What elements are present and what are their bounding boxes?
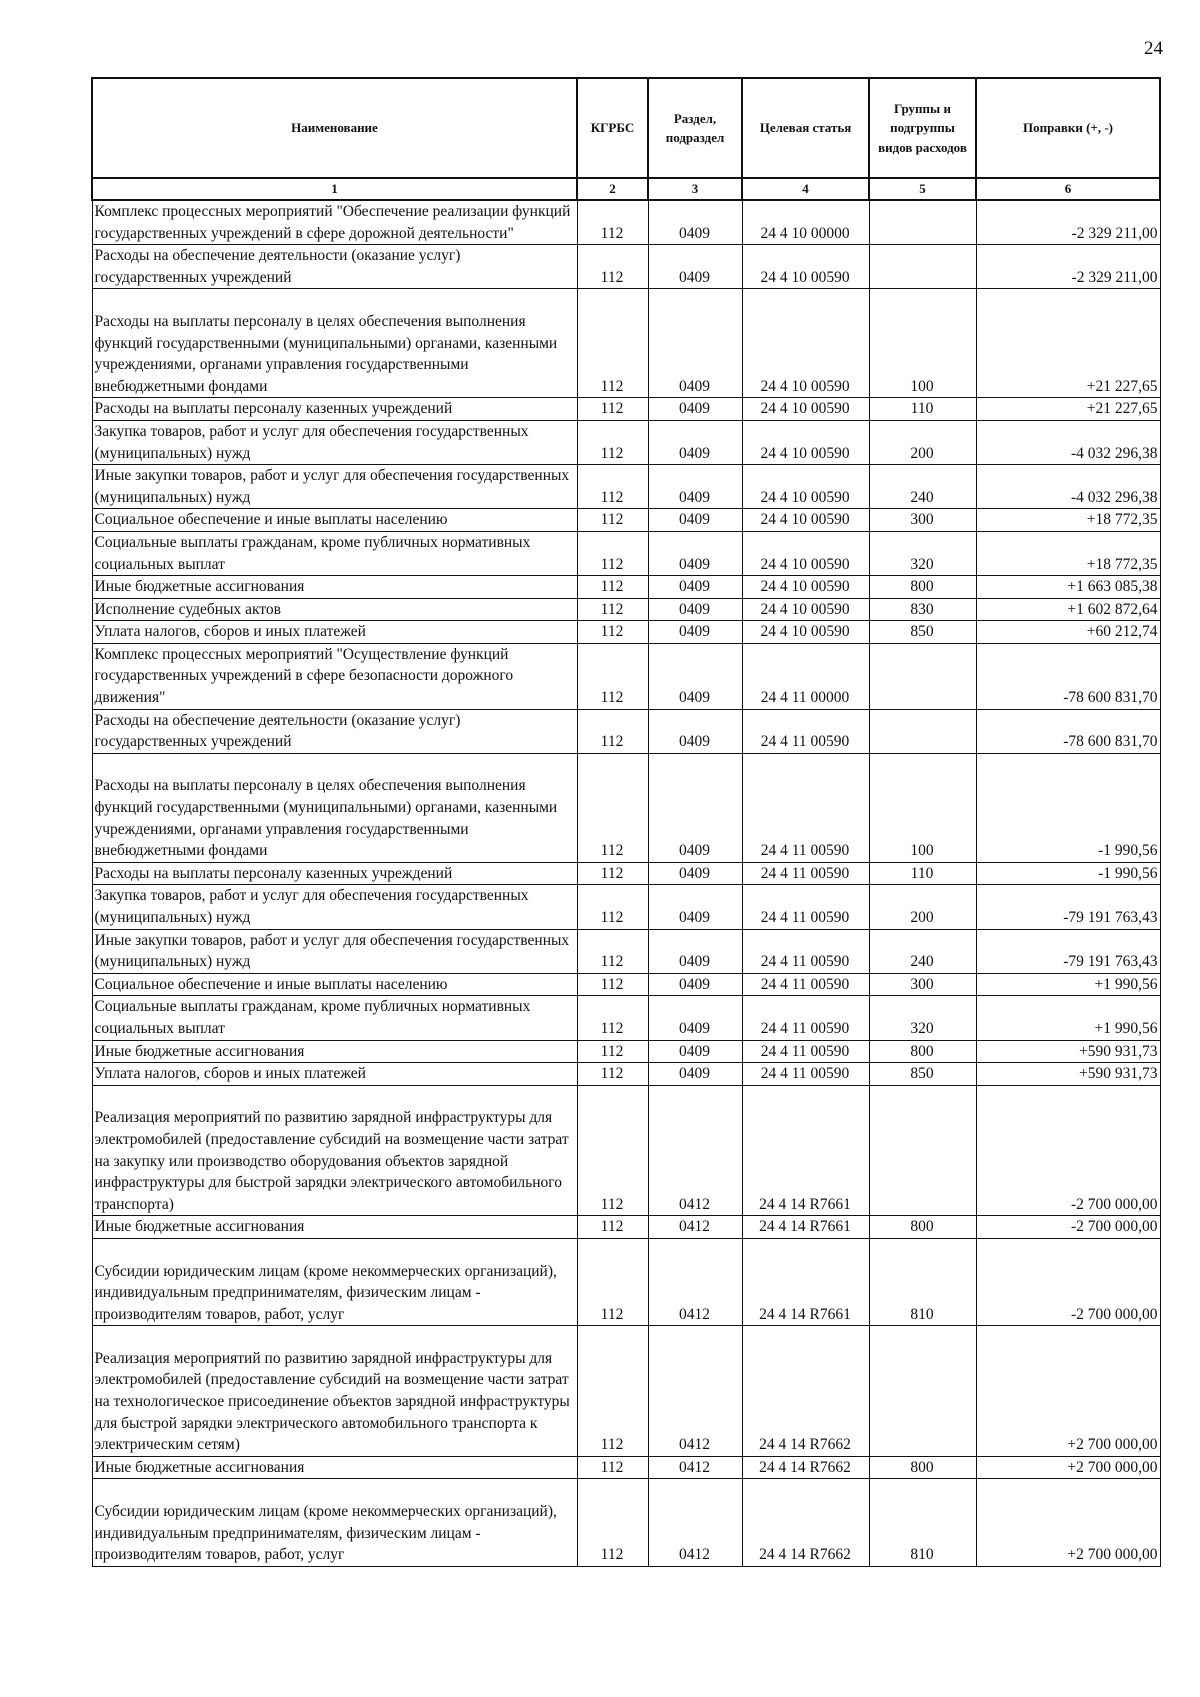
- row-name: Расходы на выплаты персоналу в целях обеспечения выполнения функций государственными (муниципальными) органами, казенными учреждениями, органами управления государственными внебюджетными фондами: [92, 753, 577, 862]
- row-name: Расходы на выплаты персоналу в целях обеспечения выполнения функций государственными (муниципальными) органами, казенными учреждениями, органами управления государственными внебюджетными фондами: [92, 289, 577, 398]
- row-kgrbs: 112: [577, 531, 648, 575]
- row-name: Социальные выплаты гражданам, кроме публичных нормативных социальных выплат: [92, 996, 577, 1040]
- row-target: 24 4 10 00590: [742, 465, 869, 509]
- row-name: Расходы на выплаты персоналу казенных учреждений: [92, 862, 577, 885]
- row-kgrbs: 112: [577, 1040, 648, 1063]
- row-group: 200: [869, 885, 976, 929]
- row-group: 800: [869, 576, 976, 599]
- row-name: Реализация мероприятий по развитию зарядной инфраструктуры для электромобилей (предоставление субсидий на возмещение части затрат на закупку или производство оборудования объектов зарядной инфраструктуры для быстрой зарядки электрического автомобильного транспорта): [92, 1085, 577, 1216]
- row-amount: +590 931,73: [976, 1063, 1160, 1086]
- row-group: 300: [869, 509, 976, 532]
- row-kgrbs: 112: [577, 200, 648, 245]
- row-amount: +2 700 000,00: [976, 1456, 1160, 1479]
- row-section: 0409: [648, 621, 742, 644]
- table-row: [92, 1456, 1160, 1479]
- table-row: [92, 200, 1160, 245]
- header-kgrbs: КГРБС: [577, 78, 648, 178]
- row-section: 0409: [648, 598, 742, 621]
- row-kgrbs: 112: [577, 245, 648, 289]
- row-amount: -79 191 763,43: [976, 929, 1160, 973]
- table-row: [92, 753, 1160, 862]
- row-section: 0409: [648, 1063, 742, 1086]
- row-section: 0409: [648, 576, 742, 599]
- row-section: 0409: [648, 465, 742, 509]
- row-amount: +18 772,35: [976, 531, 1160, 575]
- row-target: 24 4 10 00590: [742, 621, 869, 644]
- row-target: 24 4 14 R7662: [742, 1479, 869, 1566]
- row-section: 0412: [648, 1479, 742, 1566]
- column-number: 1: [92, 178, 577, 200]
- row-group: [869, 200, 976, 245]
- table-row: [92, 885, 1160, 929]
- row-group: 320: [869, 531, 976, 575]
- row-kgrbs: 112: [577, 1456, 648, 1479]
- row-kgrbs: 112: [577, 709, 648, 753]
- header-target: Целевая статья: [742, 78, 869, 178]
- row-group: 800: [869, 1216, 976, 1239]
- row-target: 24 4 10 00590: [742, 531, 869, 575]
- row-name: Реализация мероприятий по развитию зарядной инфраструктуры для электромобилей (предоставление субсидий на возмещение части затрат на технологическое присоединение объектов зарядной инфраструктуры для быстрой зарядки электрического автомобильного транспорта к электрическим сетям): [92, 1326, 577, 1457]
- row-amount: +1 990,56: [976, 996, 1160, 1040]
- row-name: Социальное обеспечение и иные выплаты населению: [92, 509, 577, 532]
- row-target: 24 4 14 R7662: [742, 1456, 869, 1479]
- row-kgrbs: 112: [577, 289, 648, 398]
- row-section: 0409: [648, 1040, 742, 1063]
- row-group: 110: [869, 398, 976, 421]
- row-name: Уплата налогов, сборов и иных платежей: [92, 621, 577, 644]
- row-target: 24 4 11 00590: [742, 885, 869, 929]
- row-kgrbs: 112: [577, 420, 648, 464]
- table-row: [92, 598, 1160, 621]
- row-target: 24 4 10 00590: [742, 245, 869, 289]
- row-group: 100: [869, 289, 976, 398]
- row-section: 0409: [648, 200, 742, 245]
- row-group: 850: [869, 1063, 976, 1086]
- row-name: Расходы на выплаты персоналу казенных учреждений: [92, 398, 577, 421]
- row-kgrbs: 112: [577, 1479, 648, 1566]
- row-target: 24 4 11 00590: [742, 929, 869, 973]
- row-amount: -2 329 211,00: [976, 245, 1160, 289]
- row-name: Социальные выплаты гражданам, кроме публичных нормативных социальных выплат: [92, 531, 577, 575]
- table-row: [92, 1238, 1160, 1325]
- row-amount: +1 663 085,38: [976, 576, 1160, 599]
- table-row: [92, 531, 1160, 575]
- row-amount: -78 600 831,70: [976, 709, 1160, 753]
- row-section: 0412: [648, 1238, 742, 1325]
- row-amount: +1 602 872,64: [976, 598, 1160, 621]
- row-kgrbs: 112: [577, 973, 648, 996]
- table-row: [92, 289, 1160, 398]
- row-group: 850: [869, 621, 976, 644]
- table-row: [92, 465, 1160, 509]
- row-amount: -79 191 763,43: [976, 885, 1160, 929]
- row-section: 0412: [648, 1085, 742, 1216]
- row-amount: -2 700 000,00: [976, 1238, 1160, 1325]
- header-group: Группы и подгруппы видов расходов: [869, 78, 976, 178]
- row-name: Комплекс процессных мероприятий "Осуществление функций государственных учреждений в сфере безопасности дорожного движения": [92, 643, 577, 709]
- row-target: 24 4 10 00590: [742, 289, 869, 398]
- row-kgrbs: 112: [577, 862, 648, 885]
- row-kgrbs: 112: [577, 1063, 648, 1086]
- table-row: [92, 1063, 1160, 1086]
- column-number: 2: [577, 178, 648, 200]
- row-kgrbs: 112: [577, 1085, 648, 1216]
- row-target: 24 4 11 00590: [742, 753, 869, 862]
- row-section: 0409: [648, 643, 742, 709]
- row-section: 0409: [648, 289, 742, 398]
- row-target: 24 4 10 00590: [742, 598, 869, 621]
- row-amount: +2 700 000,00: [976, 1326, 1160, 1457]
- row-amount: +1 990,56: [976, 973, 1160, 996]
- row-kgrbs: 112: [577, 885, 648, 929]
- row-target: 24 4 10 00590: [742, 576, 869, 599]
- row-kgrbs: 112: [577, 1238, 648, 1325]
- row-group: 300: [869, 973, 976, 996]
- row-group: 240: [869, 929, 976, 973]
- row-section: 0409: [648, 929, 742, 973]
- row-target: 24 4 14 R7661: [742, 1085, 869, 1216]
- row-target: 24 4 10 00000: [742, 200, 869, 245]
- header-row: [92, 78, 1160, 178]
- row-target: 24 4 14 R7662: [742, 1326, 869, 1457]
- row-section: 0412: [648, 1456, 742, 1479]
- row-kgrbs: 112: [577, 996, 648, 1040]
- row-group: [869, 245, 976, 289]
- row-name: Иные бюджетные ассигнования: [92, 1040, 577, 1063]
- row-amount: +590 931,73: [976, 1040, 1160, 1063]
- row-target: 24 4 11 00590: [742, 996, 869, 1040]
- row-name: Иные закупки товаров, работ и услуг для обеспечения государственных (муниципальных) нужд: [92, 929, 577, 973]
- row-group: 800: [869, 1040, 976, 1063]
- row-amount: -78 600 831,70: [976, 643, 1160, 709]
- table-row: [92, 929, 1160, 973]
- table-row: [92, 509, 1160, 532]
- row-section: 0409: [648, 885, 742, 929]
- row-section: 0412: [648, 1216, 742, 1239]
- row-name: Закупка товаров, работ и услуг для обеспечения государственных (муниципальных) нужд: [92, 420, 577, 464]
- row-group: 100: [869, 753, 976, 862]
- table-row: [92, 621, 1160, 644]
- row-kgrbs: 112: [577, 598, 648, 621]
- row-target: 24 4 11 00590: [742, 1063, 869, 1086]
- row-group: 810: [869, 1479, 976, 1566]
- row-name: Субсидии юридическим лицам (кроме некоммерческих организаций), индивидуальным предпринимателям, физическим лицам - производителям товаров, работ, услуг: [92, 1238, 577, 1325]
- row-group: 320: [869, 996, 976, 1040]
- row-target: 24 4 10 00590: [742, 398, 869, 421]
- column-number: 5: [869, 178, 976, 200]
- header-amount: Поправки (+, -): [976, 78, 1160, 178]
- column-number-row: [92, 178, 1160, 200]
- row-name: Расходы на обеспечение деятельности (оказание услуг) государственных учреждений: [92, 709, 577, 753]
- row-group: [869, 1326, 976, 1457]
- row-name: Субсидии юридическим лицам (кроме некоммерческих организаций), индивидуальным предпринимателям, физическим лицам - производителям товаров, работ, услуг: [92, 1479, 577, 1566]
- row-section: 0409: [648, 862, 742, 885]
- row-kgrbs: 112: [577, 1326, 648, 1457]
- table-row: [92, 643, 1160, 709]
- row-kgrbs: 112: [577, 465, 648, 509]
- row-target: 24 4 10 00590: [742, 420, 869, 464]
- row-section: 0409: [648, 531, 742, 575]
- row-section: 0409: [648, 509, 742, 532]
- row-group: 830: [869, 598, 976, 621]
- row-target: 24 4 11 00000: [742, 643, 869, 709]
- row-section: 0412: [648, 1326, 742, 1457]
- row-amount: -4 032 296,38: [976, 465, 1160, 509]
- row-kgrbs: 112: [577, 509, 648, 532]
- table-row: [92, 245, 1160, 289]
- table-row: [92, 1216, 1160, 1239]
- table-row: [92, 420, 1160, 464]
- column-number: 4: [742, 178, 869, 200]
- row-section: 0409: [648, 709, 742, 753]
- table-row: [92, 1040, 1160, 1063]
- row-kgrbs: 112: [577, 753, 648, 862]
- row-target: 24 4 11 00590: [742, 862, 869, 885]
- row-amount: +2 700 000,00: [976, 1479, 1160, 1566]
- row-amount: +18 772,35: [976, 509, 1160, 532]
- header-section: Раздел, подраздел: [648, 78, 742, 178]
- header-name: Наименование: [92, 78, 577, 178]
- row-group: 200: [869, 420, 976, 464]
- row-kgrbs: 112: [577, 621, 648, 644]
- row-amount: -1 990,56: [976, 753, 1160, 862]
- row-group: 810: [869, 1238, 976, 1325]
- table-row: [92, 996, 1160, 1040]
- row-group: [869, 709, 976, 753]
- row-amount: -4 032 296,38: [976, 420, 1160, 464]
- row-kgrbs: 112: [577, 1216, 648, 1239]
- row-group: 800: [869, 1456, 976, 1479]
- row-section: 0409: [648, 753, 742, 862]
- row-kgrbs: 112: [577, 643, 648, 709]
- row-target: 24 4 14 R7661: [742, 1216, 869, 1239]
- table-row: [92, 1085, 1160, 1216]
- row-name: Закупка товаров, работ и услуг для обеспечения государственных (муниципальных) нужд: [92, 885, 577, 929]
- row-amount: -2 700 000,00: [976, 1216, 1160, 1239]
- row-target: 24 4 14 R7661: [742, 1238, 869, 1325]
- row-amount: -2 329 211,00: [976, 200, 1160, 245]
- row-group: 110: [869, 862, 976, 885]
- row-group: [869, 1085, 976, 1216]
- row-target: 24 4 10 00590: [742, 509, 869, 532]
- table-row: [92, 1326, 1160, 1457]
- row-target: 24 4 11 00590: [742, 973, 869, 996]
- table-row: [92, 398, 1160, 421]
- row-kgrbs: 112: [577, 576, 648, 599]
- row-kgrbs: 112: [577, 929, 648, 973]
- row-section: 0409: [648, 398, 742, 421]
- row-name: Исполнение судебных актов: [92, 598, 577, 621]
- row-name: Социальное обеспечение и иные выплаты населению: [92, 973, 577, 996]
- row-group: [869, 643, 976, 709]
- row-kgrbs: 112: [577, 398, 648, 421]
- column-number: 3: [648, 178, 742, 200]
- row-section: 0409: [648, 420, 742, 464]
- row-amount: +60 212,74: [976, 621, 1160, 644]
- budget-amendments-table: [91, 77, 1161, 1567]
- row-name: Иные бюджетные ассигнования: [92, 576, 577, 599]
- row-amount: -2 700 000,00: [976, 1085, 1160, 1216]
- table-row: [92, 709, 1160, 753]
- row-target: 24 4 11 00590: [742, 1040, 869, 1063]
- table-row: [92, 862, 1160, 885]
- table-row: [92, 973, 1160, 996]
- row-name: Иные бюджетные ассигнования: [92, 1456, 577, 1479]
- row-name: Расходы на обеспечение деятельности (оказание услуг) государственных учреждений: [92, 245, 577, 289]
- column-number: 6: [976, 178, 1160, 200]
- row-amount: +21 227,65: [976, 289, 1160, 398]
- row-amount: +21 227,65: [976, 398, 1160, 421]
- page-number: 24: [1144, 38, 1163, 59]
- row-name: Уплата налогов, сборов и иных платежей: [92, 1063, 577, 1086]
- table-row: [92, 576, 1160, 599]
- row-section: 0409: [648, 996, 742, 1040]
- row-section: 0409: [648, 245, 742, 289]
- table-row: [92, 1479, 1160, 1566]
- row-name: Иные закупки товаров, работ и услуг для обеспечения государственных (муниципальных) нужд: [92, 465, 577, 509]
- row-section: 0409: [648, 973, 742, 996]
- row-name: Иные бюджетные ассигнования: [92, 1216, 577, 1239]
- row-group: 240: [869, 465, 976, 509]
- row-target: 24 4 11 00590: [742, 709, 869, 753]
- row-name: Комплекс процессных мероприятий "Обеспечение реализации функций государственных учреждений в сфере дорожной деятельности": [92, 200, 577, 245]
- row-amount: -1 990,56: [976, 862, 1160, 885]
